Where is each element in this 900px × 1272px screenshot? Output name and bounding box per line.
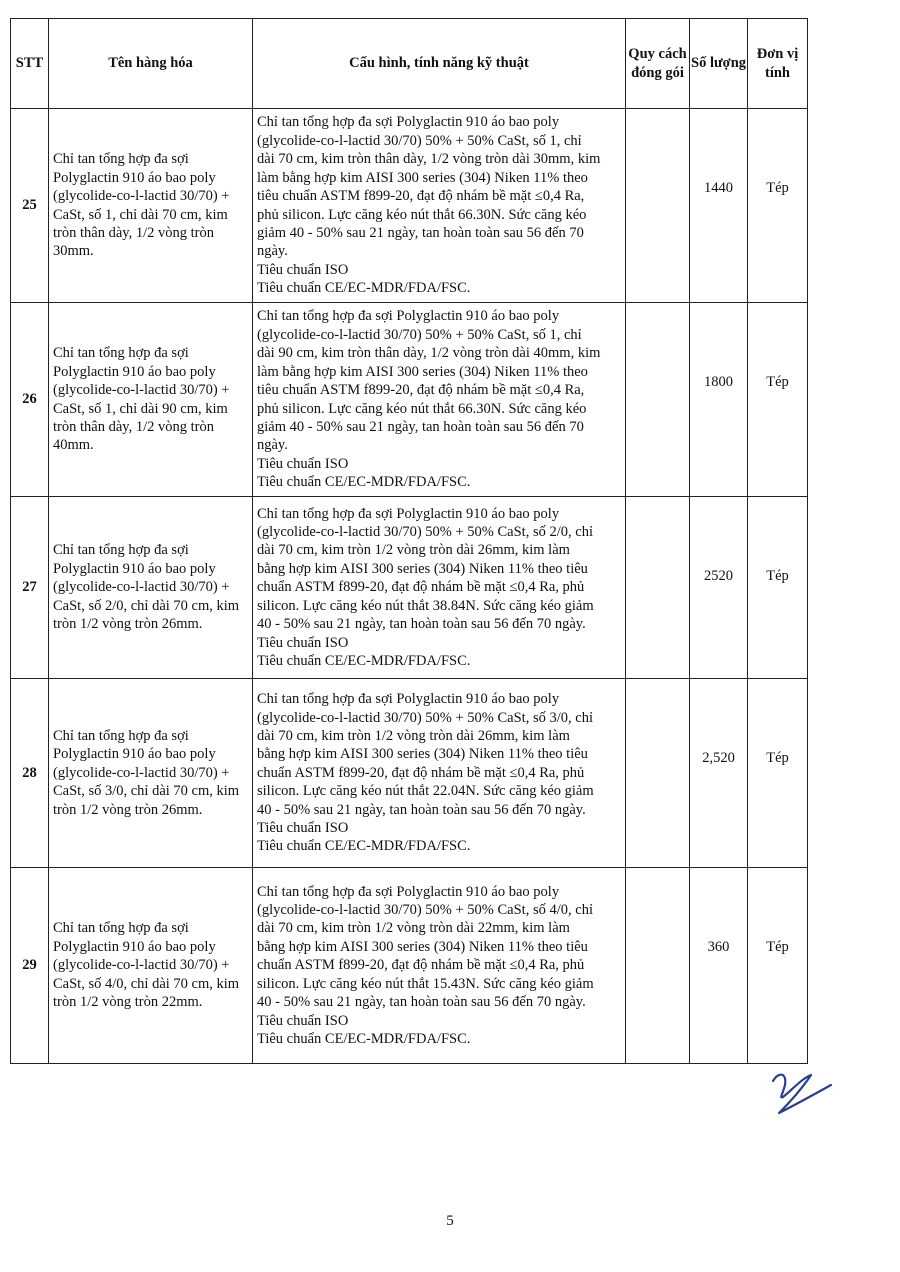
spec-line: Tiêu chuẩn CE/EC-MDR/FDA/FSC. xyxy=(257,1030,471,1047)
table-row xyxy=(11,303,808,497)
spec-line: Tiêu chuẩn ISO xyxy=(257,455,349,472)
row-unit: Tép xyxy=(748,109,808,303)
spec-line: chuẩn ASTM f899-20, đạt độ nhám bề mặt ≤0,4 Ra, phủ xyxy=(257,579,585,596)
spec-line: 40 - 50% sau 21 ngày, tan hoàn toàn sau 56 đến 70 ngày. xyxy=(257,994,586,1011)
row-spec xyxy=(253,679,626,868)
spec-line: 40 - 50% sau 21 ngày, tan hoàn toàn sau 56 đến 70 ngày. xyxy=(257,616,586,633)
spec-line: dài 70 cm, kim tròn thân dày, 1/2 vòng tròn dài 30mm, kim xyxy=(257,151,601,168)
spec-line: Tiêu chuẩn CE/EC-MDR/FDA/FSC. xyxy=(257,652,471,669)
row-name: Chỉ tan tổng hợp đa sợi Polyglactin 910 áo bao poly (glycolide-co-l-lactid 30/70) + CaSt, số 2/0, chỉ dài 70 cm, kim tròn 1/2 vòng tròn 26mm. xyxy=(49,497,253,679)
spec-line: tiêu chuẩn ASTM f899-20, đạt độ nhám bề mặt ≤0,4 Ra, xyxy=(257,188,585,205)
spec-line: silicon. Lực căng kéo nút thắt 38.84N. Sức căng kéo giảm xyxy=(257,597,594,614)
spec-line: Tiêu chuẩn ISO xyxy=(257,1012,349,1029)
spec-line: Chỉ tan tổng hợp đa sợi Polyglactin 910 áo bao poly xyxy=(257,691,560,708)
row-unit: Tép xyxy=(748,679,808,868)
row-pack xyxy=(626,497,690,679)
row-qty: 1800 xyxy=(690,303,748,497)
row-stt: 25 xyxy=(11,109,49,303)
spec-line: Chỉ tan tổng hợp đa sợi Polyglactin 910 áo bao poly xyxy=(257,883,560,900)
row-qty: 2,520 xyxy=(690,679,748,868)
spec-line: ngày. xyxy=(257,243,288,260)
row-unit: Tép xyxy=(748,497,808,679)
header-spec: Cấu hình, tính năng kỹ thuật xyxy=(253,19,626,109)
row-spec xyxy=(253,303,626,497)
product-table xyxy=(10,18,808,1064)
row-spec xyxy=(253,109,626,303)
row-pack xyxy=(626,868,690,1064)
spec-line: dài 70 cm, kim tròn 1/2 vòng tròn dài 26mm, kim làm xyxy=(257,727,570,744)
row-qty: 360 xyxy=(690,868,748,1064)
spec-line: (glycolide-co-l-lactid 30/70) 50% + 50% CaSt, số 1, chỉ xyxy=(257,132,582,149)
spec-line: làm bằng hợp kim AISI 300 series (304) Niken 11% theo xyxy=(257,169,588,186)
header-stt: STT xyxy=(11,19,49,109)
row-pack xyxy=(626,679,690,868)
header-unit: Đơn vị tính xyxy=(748,19,808,109)
spec-line: làm bằng hợp kim AISI 300 series (304) Niken 11% theo xyxy=(257,363,588,380)
handwritten-signature xyxy=(765,1063,845,1123)
row-unit: Tép xyxy=(748,303,808,497)
spec-line: Tiêu chuẩn CE/EC-MDR/FDA/FSC. xyxy=(257,474,471,491)
row-name: Chỉ tan tổng hợp đa sợi Polyglactin 910 áo bao poly (glycolide-co-l-lactid 30/70) + CaSt, số 3/0, chỉ dài 70 cm, kim tròn 1/2 vòng tròn 26mm. xyxy=(49,679,253,868)
spec-line: giảm 40 - 50% sau 21 ngày, tan hoàn toàn sau 56 đến 70 xyxy=(257,418,584,435)
header-qty: Số lượng xyxy=(690,19,748,109)
spec-line: (glycolide-co-l-lactid 30/70) 50% + 50% CaSt, số 1, chỉ xyxy=(257,326,582,343)
row-name: Chỉ tan tổng hợp đa sợi Polyglactin 910 áo bao poly (glycolide-co-l-lactid 30/70) + CaSt, số 1, chỉ dài 70 cm, kim tròn thân dày, 1/2 vòng tròn 30mm. xyxy=(49,109,253,303)
row-stt: 29 xyxy=(11,868,49,1064)
row-pack xyxy=(626,109,690,303)
row-spec xyxy=(253,868,626,1064)
spec-line: Tiêu chuẩn CE/EC-MDR/FDA/FSC. xyxy=(257,838,471,855)
row-name: Chỉ tan tổng hợp đa sợi Polyglactin 910 áo bao poly (glycolide-co-l-lactid 30/70) + CaSt, số 4/0, chỉ dài 70 cm, kim tròn 1/2 vòng tròn 22mm. xyxy=(49,868,253,1064)
spec-line: bằng hợp kim AISI 300 series (304) Niken 11% theo tiêu xyxy=(257,746,588,763)
spec-line: phủ silicon. Lực căng kéo nút thắt 66.30N. Sức căng kéo xyxy=(257,400,587,417)
row-qty: 1440 xyxy=(690,109,748,303)
row-stt: 28 xyxy=(11,679,49,868)
spec-line: Chỉ tan tổng hợp đa sợi Polyglactin 910 áo bao poly xyxy=(257,308,560,325)
spec-line: dài 70 cm, kim tròn 1/2 vòng tròn dài 26mm, kim làm xyxy=(257,542,570,559)
spec-line: (glycolide-co-l-lactid 30/70) 50% + 50% CaSt, số 2/0, chỉ xyxy=(257,524,593,541)
spec-line: Tiêu chuẩn ISO xyxy=(257,820,349,837)
table-row xyxy=(11,497,808,679)
spec-line: Tiêu chuẩn ISO xyxy=(257,261,349,278)
spec-line: Chỉ tan tổng hợp đa sợi Polyglactin 910 áo bao poly xyxy=(257,505,560,522)
table-row xyxy=(11,679,808,868)
row-unit: Tép xyxy=(748,868,808,1064)
table-header-row xyxy=(11,19,808,109)
spec-line: chuẩn ASTM f899-20, đạt độ nhám bề mặt ≤0,4 Ra, phủ xyxy=(257,957,585,974)
spec-line: (glycolide-co-l-lactid 30/70) 50% + 50% CaSt, số 3/0, chỉ xyxy=(257,709,593,726)
row-stt: 27 xyxy=(11,497,49,679)
spec-line: tiêu chuẩn ASTM f899-20, đạt độ nhám bề mặt ≤0,4 Ra, xyxy=(257,382,585,399)
header-pack: Quy cách đóng gói xyxy=(626,19,690,109)
spec-line: silicon. Lực căng kéo nút thắt 15.43N. Sức căng kéo giảm xyxy=(257,975,594,992)
header-name: Tên hàng hóa xyxy=(49,19,253,109)
row-name: Chỉ tan tổng hợp đa sợi Polyglactin 910 áo bao poly (glycolide-co-l-lactid 30/70) + CaSt, số 1, chỉ dài 90 cm, kim tròn thân dày, 1/2 vòng tròn 40mm. xyxy=(49,303,253,497)
row-stt: 26 xyxy=(11,303,49,497)
spec-line: chuẩn ASTM f899-20, đạt độ nhám bề mặt ≤0,4 Ra, phủ xyxy=(257,764,585,781)
spec-line: Tiêu chuẩn CE/EC-MDR/FDA/FSC. xyxy=(257,280,471,297)
spec-line: phủ silicon. Lực căng kéo nút thắt 66.30N. Sức căng kéo xyxy=(257,206,587,223)
spec-line: Chỉ tan tổng hợp đa sợi Polyglactin 910 áo bao poly xyxy=(257,114,560,131)
table-row xyxy=(11,109,808,303)
spec-line: Tiêu chuẩn ISO xyxy=(257,634,349,651)
spec-line: silicon. Lực căng kéo nút thắt 22.04N. Sức căng kéo giảm xyxy=(257,783,594,800)
page-number: 5 xyxy=(446,1213,454,1229)
table-row xyxy=(11,868,808,1064)
spec-line: dài 70 cm, kim tròn 1/2 vòng tròn dài 22mm, kim làm xyxy=(257,920,570,937)
row-spec xyxy=(253,497,626,679)
spec-line: bằng hợp kim AISI 300 series (304) Niken 11% theo tiêu xyxy=(257,938,588,955)
spec-line: ngày. xyxy=(257,437,288,454)
spec-line: bằng hợp kim AISI 300 series (304) Niken 11% theo tiêu xyxy=(257,560,588,577)
spec-line: (glycolide-co-l-lactid 30/70) 50% + 50% CaSt, số 4/0, chỉ xyxy=(257,902,593,919)
row-qty: 2520 xyxy=(690,497,748,679)
spec-line: dài 90 cm, kim tròn thân dày, 1/2 vòng tròn dài 40mm, kim xyxy=(257,345,601,362)
spec-line: 40 - 50% sau 21 ngày, tan hoàn toàn sau 56 đến 70 ngày. xyxy=(257,801,586,818)
spec-line: giảm 40 - 50% sau 21 ngày, tan hoàn toàn sau 56 đến 70 xyxy=(257,224,584,241)
row-pack xyxy=(626,303,690,497)
